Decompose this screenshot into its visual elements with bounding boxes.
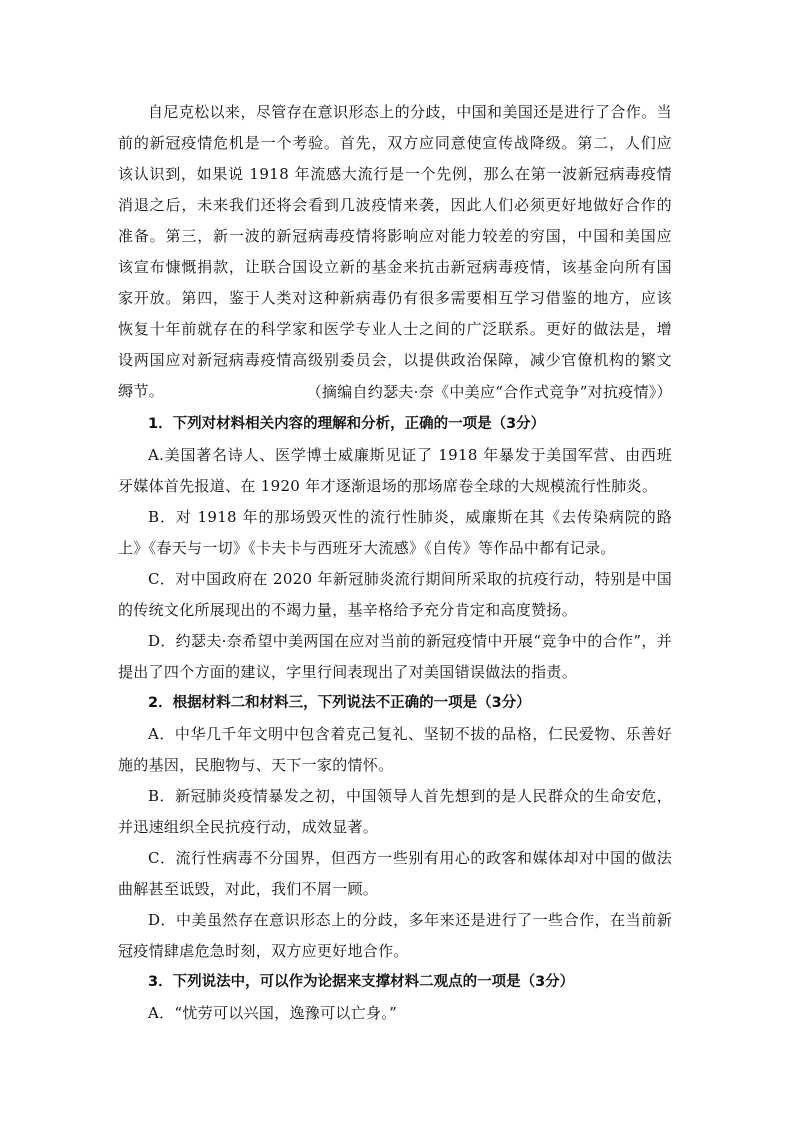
question-1-stem: 1．下列对材料相关内容的理解和分析，正确的一项是（3分） xyxy=(148,416,546,432)
question-2-option-c: C．流行性病毒不分国界，但西方一些别有用心的政客和媒体却对中国的做法曲解甚至诋毁，对此，我们不屑一顾。 xyxy=(118,849,672,898)
passage-paragraph: 自尼克松以来，尽管存在意识形态上的分歧，中国和美国还是进行了合作。当前的新冠疫情危机是一个考验。首先，双方应同意使宣传战降级。第二，人们应该认识到，如果说 1918 年流感大流行是一个先例，那么在第一波新冠病毒疫情消退之后，未来我们还将会看到几波疫情来袭，因此人们必须更好地做好合作的准备。第三，新一波的新冠病毒疫情将影响应对能力较差的穷国，中国和美国应该宣布慷慨捐款，让联合国设立新的基金来抗击新冠病毒疫情，该基金向所有国家开放。第四，鉴于人类对这种新病毒仍有很多需要相互学习借鉴的地方，应该恢复十年前就存在的科学家和医学专业人士之间的广泛联系。更好的做法是，增设两国应对新冠病毒疫情高级别委员会，以提供政治保障，减少官僚机构的繁文缛节。 xyxy=(118,103,672,400)
question-2-option-a: A．中华几千年文明中包含着克己复礼、坚韧不拔的品格，仁民爱物、乐善好施的基因，民胞物与、天下一家的情怀。 xyxy=(118,725,672,774)
question-3-stem: 3．下列说法中，可以作为论据来支撑材料二观点的一项是（3分） xyxy=(148,974,575,990)
question-2-option-b: B．新冠肺炎疫情暴发之初，中国领导人首先想到的是人民群众的生命安危，并迅速组织全民抗疫行动，成效显著。 xyxy=(118,787,672,836)
passage-source: （摘编自约瑟夫·奈《中美应“合作式竞争”对抗疫情》） xyxy=(306,383,672,401)
question-1-option-a: A.美国著名诗人、医学博士威廉斯见证了 1918 年暴发于美国军营、由西班牙媒体首先报道、在 1920 年才逐渐退场的那场席卷全球的大规模流行性肺炎。 xyxy=(118,446,672,495)
question-1-option-b: B．对 1918 年的那场毁灭性的流行性肺炎，威廉斯在其《去传染病院的路上》《春天与一切》《卡夫卡与西班牙大流感》《自传》等作品中都有记录。 xyxy=(118,508,672,557)
question-1-option-d: D．约瑟夫·奈希望中美两国在应对当前的新冠疫情中开展“竞争中的合作”，并提出了四个方面的建议，字里行间表现出了对美国错误做法的指责。 xyxy=(118,632,672,681)
question-2-stem: 2．根据材料二和材料三，下列说法不正确的一项是（3分） xyxy=(148,695,531,711)
question-1-option-c: C．对中国政府在 2020 年新冠肺炎流行期间所采取的抗疫行动，特别是中国的传统文化所展现出的不竭力量，基辛格给予充分肯定和高度赞扬。 xyxy=(118,570,672,619)
question-3-option-a: A．“忧劳可以兴国，逸豫可以亡身。” xyxy=(148,1004,398,1022)
question-2-option-d: D．中美虽然存在意识形态上的分歧，多年来还是进行了一些合作，在当前新冠疫情肆虐危急时刻，双方应更好地合作。 xyxy=(118,911,672,960)
